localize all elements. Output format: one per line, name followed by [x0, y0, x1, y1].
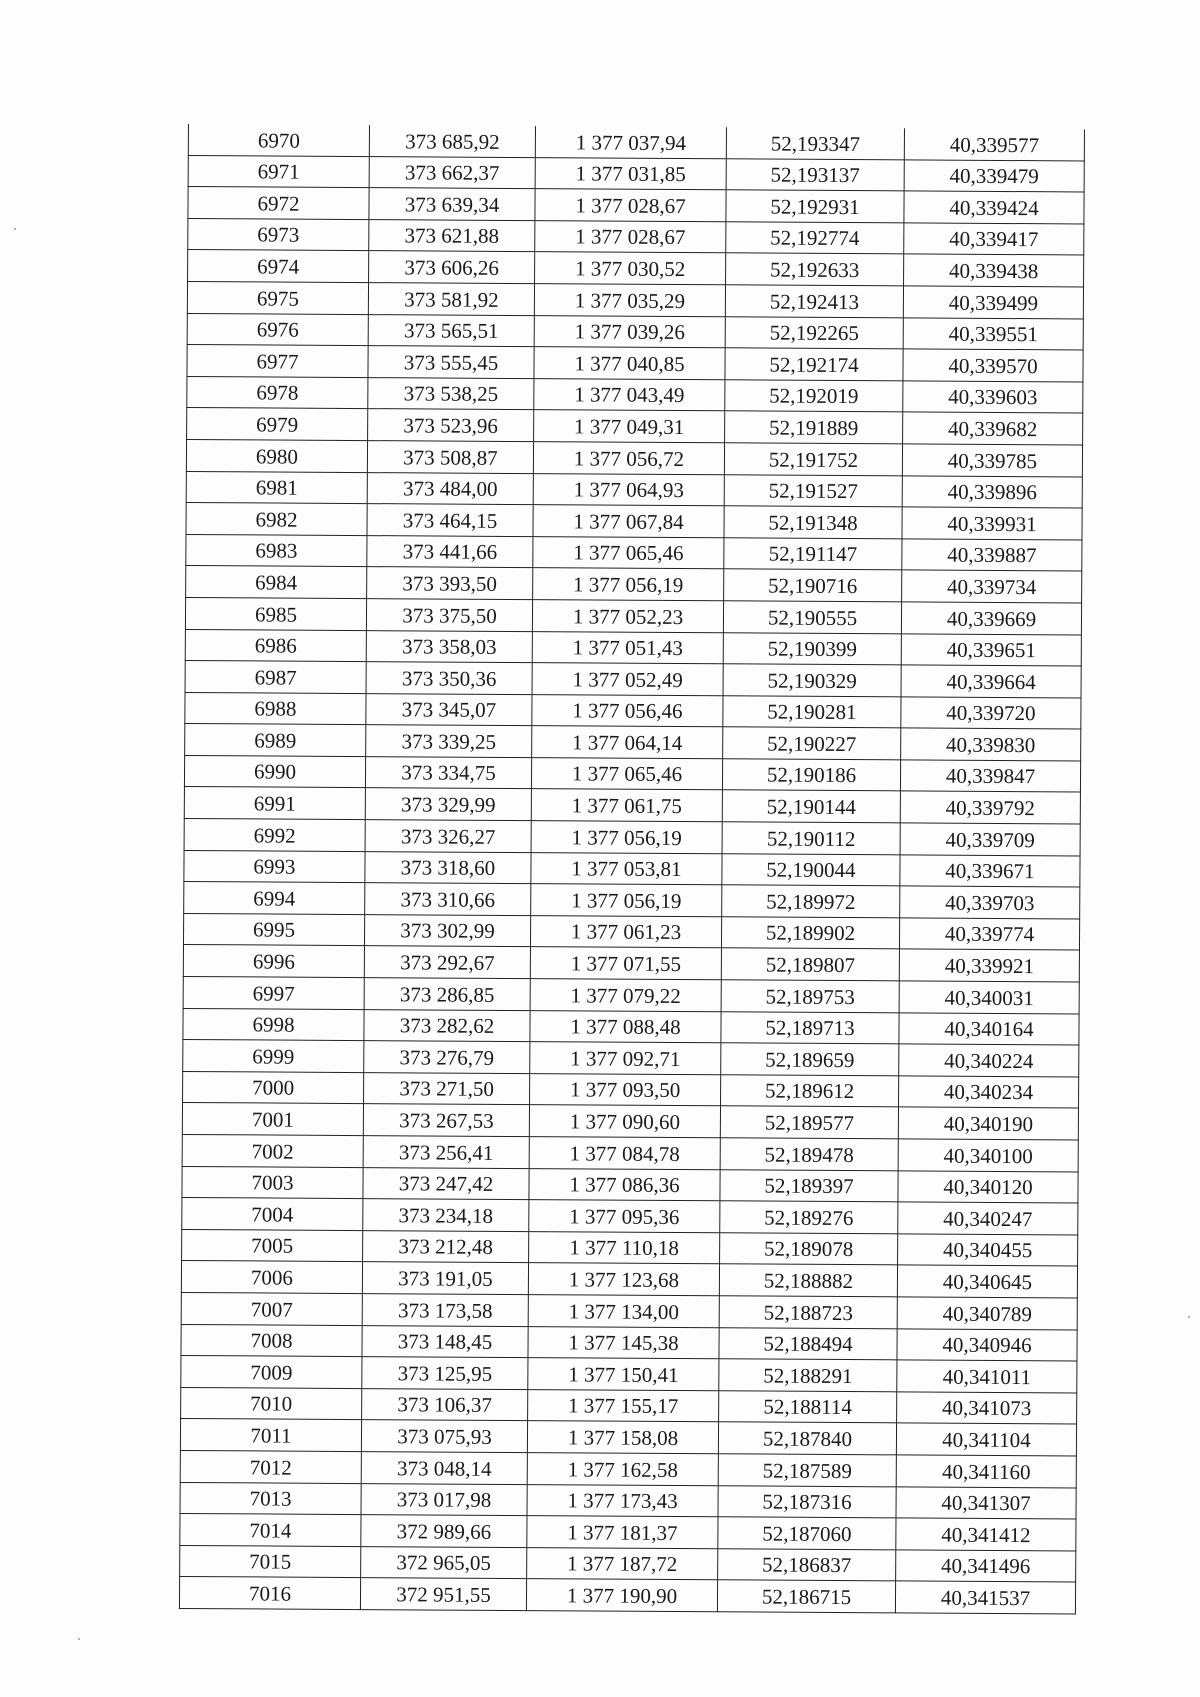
y-coordinate-cell: 1 377 040,85: [534, 347, 725, 380]
latitude-cell: 52,188494: [719, 1327, 897, 1360]
y-coordinate-cell: 1 377 052,23: [532, 600, 723, 633]
latitude-cell: 52,190227: [723, 727, 901, 760]
longitude-cell: 40,339664: [901, 665, 1081, 698]
latitude-cell: 52,192633: [726, 253, 904, 286]
point-number-cell: 6978: [187, 376, 368, 409]
y-coordinate-cell: 1 377 088,48: [530, 1010, 721, 1043]
latitude-cell: 52,190555: [723, 601, 901, 634]
x-coordinate-cell: 373 282,62: [364, 1009, 530, 1042]
longitude-cell: 40,340234: [899, 1076, 1079, 1109]
point-number-cell: 6994: [184, 882, 365, 915]
longitude-cell: 40,339603: [903, 381, 1083, 414]
y-coordinate-cell: 1 377 187,72: [527, 1547, 718, 1580]
y-coordinate-cell: 1 377 095,36: [529, 1200, 720, 1233]
longitude-cell: 40,341496: [896, 1550, 1076, 1583]
y-coordinate-cell: 1 377 173,43: [527, 1484, 718, 1517]
latitude-cell: 52,192413: [725, 285, 903, 318]
longitude-cell: 40,340120: [898, 1170, 1078, 1203]
point-number-cell: 6991: [184, 787, 365, 820]
x-coordinate-cell: 373 212,48: [363, 1230, 529, 1263]
longitude-cell: 40,339896: [902, 475, 1082, 508]
point-number-cell: 6998: [183, 1008, 364, 1041]
point-number-cell: 6997: [183, 977, 364, 1010]
y-coordinate-cell: 1 377 051,43: [532, 631, 723, 664]
point-number-cell: 6995: [183, 913, 364, 946]
y-coordinate-cell: 1 377 134,00: [528, 1295, 719, 1328]
longitude-cell: 40,340946: [897, 1328, 1077, 1361]
y-coordinate-cell: 1 377 052,49: [532, 663, 723, 696]
latitude-cell: 52,190186: [722, 759, 900, 792]
point-number-cell: 7015: [180, 1545, 361, 1578]
point-number-cell: 6993: [184, 850, 365, 883]
latitude-cell: 52,186715: [717, 1580, 895, 1613]
x-coordinate-cell: 373 267,53: [363, 1104, 529, 1137]
latitude-cell: 52,189972: [722, 885, 900, 918]
point-number-cell: 7003: [182, 1166, 363, 1199]
longitude-cell: 40,340031: [899, 981, 1079, 1014]
point-number-cell: 6973: [188, 218, 369, 251]
x-coordinate-cell: 373 048,14: [361, 1452, 527, 1485]
y-coordinate-cell: 1 377 071,55: [530, 947, 721, 980]
point-number-cell: 7013: [180, 1482, 361, 1515]
latitude-cell: 52,188882: [719, 1264, 897, 1297]
latitude-cell: 52,191527: [724, 474, 902, 507]
y-coordinate-cell: 1 377 030,52: [535, 252, 726, 285]
x-coordinate-cell: 373 393,50: [367, 567, 533, 600]
y-coordinate-cell: 1 377 110,18: [529, 1231, 720, 1264]
x-coordinate-cell: 373 173,58: [362, 1294, 528, 1327]
latitude-cell: 52,189753: [721, 980, 899, 1013]
longitude-cell: 40,339847: [900, 760, 1080, 793]
x-coordinate-cell: 373 441,66: [367, 535, 533, 568]
x-coordinate-cell: 373 271,50: [364, 1072, 530, 1105]
x-coordinate-cell: 373 318,60: [365, 851, 531, 884]
point-number-cell: 6983: [186, 534, 367, 567]
x-coordinate-cell: 373 345,07: [366, 693, 532, 726]
latitude-cell: 52,190112: [722, 822, 900, 855]
y-coordinate-cell: 1 377 056,19: [533, 568, 724, 601]
x-coordinate-cell: 373 326,27: [365, 820, 531, 853]
x-coordinate-cell: 373 256,41: [363, 1136, 529, 1169]
point-number-cell: 6984: [186, 566, 367, 599]
x-coordinate-cell: 373 247,42: [363, 1167, 529, 1200]
longitude-cell: 40,339709: [900, 823, 1080, 856]
x-coordinate-cell: 373 639,34: [369, 188, 535, 221]
x-coordinate-cell: 373 565,51: [368, 314, 534, 347]
x-coordinate-cell: 373 276,79: [364, 1041, 530, 1074]
y-coordinate-cell: 1 377 061,23: [530, 915, 721, 948]
y-coordinate-cell: 1 377 031,85: [535, 157, 726, 190]
latitude-cell: 52,187060: [718, 1517, 896, 1550]
x-coordinate-cell: 373 538,25: [368, 377, 534, 410]
longitude-cell: 40,339651: [901, 633, 1081, 666]
x-coordinate-cell: 373 106,37: [362, 1388, 528, 1421]
longitude-cell: 40,340100: [898, 1139, 1078, 1172]
latitude-cell: 52,189659: [721, 1043, 899, 1076]
x-coordinate-cell: 373 484,00: [367, 472, 533, 505]
latitude-cell: 52,188291: [719, 1359, 897, 1392]
y-coordinate-cell: 1 377 053,81: [531, 852, 722, 885]
x-coordinate-cell: 373 621,88: [369, 219, 535, 252]
y-coordinate-cell: 1 377 065,46: [531, 757, 722, 790]
latitude-cell: 52,191752: [724, 443, 902, 476]
x-coordinate-cell: 373 329,99: [365, 788, 531, 821]
longitude-cell: 40,339720: [901, 697, 1081, 730]
x-coordinate-cell: 373 358,03: [366, 630, 532, 663]
longitude-cell: 40,339424: [904, 191, 1084, 224]
longitude-cell: 40,341104: [896, 1423, 1076, 1456]
x-coordinate-cell: 373 662,37: [369, 156, 535, 189]
longitude-cell: 40,340164: [899, 1012, 1079, 1045]
y-coordinate-cell: 1 377 049,31: [534, 410, 725, 443]
y-coordinate-cell: 1 377 056,46: [532, 694, 723, 727]
x-coordinate-cell: 373 234,18: [363, 1199, 529, 1232]
latitude-cell: 52,189478: [720, 1138, 898, 1171]
point-number-cell: 6971: [188, 155, 369, 188]
y-coordinate-cell: 1 377 065,46: [533, 536, 724, 569]
point-number-cell: 6977: [187, 345, 368, 378]
y-coordinate-cell: 1 377 056,19: [531, 821, 722, 854]
longitude-cell: 40,339682: [903, 412, 1083, 445]
x-coordinate-cell: 373 581,92: [368, 283, 534, 316]
longitude-cell: 40,341537: [895, 1581, 1075, 1614]
latitude-cell: 52,187316: [718, 1485, 896, 1518]
x-coordinate-cell: 373 339,25: [366, 725, 532, 758]
longitude-cell: 40,339570: [903, 349, 1083, 382]
y-coordinate-cell: 1 377 145,38: [528, 1326, 719, 1359]
point-number-cell: 6987: [185, 661, 366, 694]
x-coordinate-cell: 373 555,45: [368, 346, 534, 379]
scan-speck: [78, 1638, 80, 1640]
latitude-cell: 52,192174: [725, 348, 903, 381]
latitude-cell: 52,189612: [721, 1075, 899, 1108]
longitude-cell: 40,340789: [897, 1297, 1077, 1330]
x-coordinate-cell: 373 334,75: [365, 756, 531, 789]
point-number-cell: 6985: [185, 597, 366, 630]
point-number-cell: 7001: [182, 1103, 363, 1136]
latitude-cell: 52,190329: [723, 664, 901, 697]
y-coordinate-cell: 1 377 064,93: [533, 473, 724, 506]
longitude-cell: 40,339785: [902, 444, 1082, 477]
x-coordinate-cell: 373 017,98: [361, 1483, 527, 1516]
x-coordinate-cell: 373 286,85: [364, 978, 530, 1011]
point-number-cell: 6975: [187, 281, 368, 314]
x-coordinate-cell: 373 508,87: [367, 441, 533, 474]
longitude-cell: 40,339417: [904, 223, 1084, 256]
point-number-cell: 7008: [181, 1324, 362, 1357]
point-number-cell: 7009: [181, 1356, 362, 1389]
x-coordinate-cell: 373 606,26: [369, 251, 535, 284]
x-coordinate-cell: 373 523,96: [368, 409, 534, 442]
point-number-cell: 6972: [188, 187, 369, 220]
latitude-cell: 52,193137: [726, 158, 904, 191]
point-number-cell: 7007: [181, 1292, 362, 1325]
y-coordinate-cell: 1 377 037,94: [535, 126, 726, 158]
y-coordinate-cell: 1 377 155,17: [528, 1389, 719, 1422]
longitude-cell: 40,339887: [902, 539, 1082, 572]
latitude-cell: 52,190281: [723, 695, 901, 728]
y-coordinate-cell: 1 377 123,68: [528, 1263, 719, 1296]
coordinates-table-body: [179, 124, 1084, 1614]
point-number-cell: 7000: [183, 1071, 364, 1104]
latitude-cell: 52,190716: [724, 569, 902, 602]
longitude-cell: 40,339438: [904, 254, 1084, 287]
x-coordinate-cell: 373 148,45: [362, 1325, 528, 1358]
x-coordinate-cell: 373 310,66: [365, 883, 531, 916]
longitude-cell: 40,339669: [901, 602, 1081, 635]
longitude-cell: 40,339931: [902, 507, 1082, 540]
point-number-cell: 6989: [185, 724, 366, 757]
point-number-cell: 6970: [188, 124, 369, 156]
y-coordinate-cell: 1 377 028,67: [535, 220, 726, 253]
x-coordinate-cell: 372 989,66: [361, 1515, 527, 1548]
latitude-cell: 52,189397: [720, 1169, 898, 1202]
y-coordinate-cell: 1 377 086,36: [529, 1168, 720, 1201]
latitude-cell: 52,191348: [724, 506, 902, 539]
x-coordinate-cell: 373 685,92: [369, 125, 535, 157]
point-number-cell: 7005: [182, 1229, 363, 1262]
y-coordinate-cell: 1 377 079,22: [530, 979, 721, 1012]
y-coordinate-cell: 1 377 056,72: [533, 442, 724, 475]
point-number-cell: 6992: [184, 819, 365, 852]
y-coordinate-cell: 1 377 158,08: [527, 1421, 718, 1454]
longitude-cell: 40,339734: [902, 570, 1082, 603]
longitude-cell: 40,340224: [899, 1044, 1079, 1077]
latitude-cell: 52,192019: [725, 380, 903, 413]
point-number-cell: 6982: [186, 503, 367, 536]
point-number-cell: 6999: [183, 1040, 364, 1073]
x-coordinate-cell: 372 951,55: [360, 1578, 526, 1611]
latitude-cell: 52,190044: [722, 853, 900, 886]
longitude-cell: 40,340190: [898, 1107, 1078, 1140]
point-number-cell: 7014: [180, 1514, 361, 1547]
x-coordinate-cell: 373 464,15: [367, 504, 533, 537]
scan-speck: [14, 228, 16, 230]
point-number-cell: 6996: [183, 945, 364, 978]
latitude-cell: 52,191889: [725, 411, 903, 444]
scan-speck: [1188, 1316, 1190, 1318]
y-coordinate-cell: 1 377 190,90: [526, 1579, 717, 1612]
latitude-cell: 52,186837: [718, 1548, 896, 1581]
y-coordinate-cell: 1 377 090,60: [529, 1105, 720, 1138]
point-number-cell: 6986: [185, 629, 366, 662]
latitude-cell: 52,188114: [719, 1391, 897, 1424]
longitude-cell: 40,339830: [901, 728, 1081, 761]
point-number-cell: 6990: [184, 755, 365, 788]
latitude-cell: 52,188723: [719, 1296, 897, 1329]
latitude-cell: 52,192265: [725, 316, 903, 349]
longitude-cell: 40,340645: [897, 1265, 1077, 1298]
longitude-cell: 40,339921: [899, 949, 1079, 982]
y-coordinate-cell: 1 377 061,75: [531, 789, 722, 822]
latitude-cell: 52,190144: [722, 790, 900, 823]
latitude-cell: 52,189807: [721, 948, 899, 981]
table-row: [179, 1577, 1075, 1614]
x-coordinate-cell: 373 350,36: [366, 662, 532, 695]
x-coordinate-cell: 373 075,93: [361, 1420, 527, 1453]
coordinates-table: [179, 124, 1085, 1614]
latitude-cell: 52,193347: [726, 127, 904, 159]
longitude-cell: 40,340247: [898, 1202, 1078, 1235]
point-number-cell: 6980: [186, 439, 367, 472]
point-number-cell: 7010: [181, 1387, 362, 1420]
x-coordinate-cell: 373 292,67: [364, 946, 530, 979]
longitude-cell: 40,339479: [904, 159, 1084, 192]
y-coordinate-cell: 1 377 039,26: [534, 315, 725, 348]
latitude-cell: 52,189078: [720, 1233, 898, 1266]
longitude-cell: 40,339551: [903, 317, 1083, 350]
longitude-cell: 40,341073: [897, 1392, 1077, 1425]
latitude-cell: 52,190399: [723, 632, 901, 665]
x-coordinate-cell: 372 965,05: [361, 1546, 527, 1579]
y-coordinate-cell: 1 377 092,71: [530, 1042, 721, 1075]
point-number-cell: 7004: [182, 1198, 363, 1231]
latitude-cell: 52,192774: [726, 222, 904, 255]
longitude-cell: 40,339774: [899, 918, 1079, 951]
x-coordinate-cell: 373 302,99: [364, 914, 530, 947]
x-coordinate-cell: 373 375,50: [366, 599, 532, 632]
y-coordinate-cell: 1 377 043,49: [534, 378, 725, 411]
latitude-cell: 52,189713: [721, 1011, 899, 1044]
longitude-cell: 40,341307: [896, 1486, 1076, 1519]
longitude-cell: 40,339577: [904, 128, 1084, 160]
y-coordinate-cell: 1 377 084,78: [529, 1137, 720, 1170]
longitude-cell: 40,340455: [898, 1234, 1078, 1267]
x-coordinate-cell: 373 191,05: [362, 1262, 528, 1295]
point-number-cell: 6981: [186, 471, 367, 504]
point-number-cell: 7011: [180, 1419, 361, 1452]
latitude-cell: 52,189276: [720, 1201, 898, 1234]
point-number-cell: 7016: [179, 1577, 360, 1610]
y-coordinate-cell: 1 377 150,41: [528, 1358, 719, 1391]
longitude-cell: 40,339792: [900, 791, 1080, 824]
point-number-cell: 7002: [182, 1134, 363, 1167]
point-number-cell: 7012: [180, 1450, 361, 1483]
y-coordinate-cell: 1 377 064,14: [532, 726, 723, 759]
point-number-cell: 6979: [187, 408, 368, 441]
y-coordinate-cell: 1 377 056,19: [531, 884, 722, 917]
point-number-cell: 6976: [187, 313, 368, 346]
point-number-cell: 6974: [188, 250, 369, 283]
y-coordinate-cell: 1 377 028,67: [535, 189, 726, 222]
x-coordinate-cell: 373 125,95: [362, 1357, 528, 1390]
y-coordinate-cell: 1 377 162,58: [527, 1453, 718, 1486]
point-number-cell: 6988: [185, 692, 366, 725]
latitude-cell: 52,187589: [718, 1454, 896, 1487]
longitude-cell: 40,339671: [900, 855, 1080, 888]
longitude-cell: 40,341011: [897, 1360, 1077, 1393]
y-coordinate-cell: 1 377 035,29: [534, 284, 725, 317]
y-coordinate-cell: 1 377 181,37: [527, 1516, 718, 1549]
longitude-cell: 40,339703: [900, 886, 1080, 919]
longitude-cell: 40,341412: [896, 1518, 1076, 1551]
latitude-cell: 52,191147: [724, 538, 902, 571]
longitude-cell: 40,339499: [903, 286, 1083, 319]
latitude-cell: 52,189902: [721, 917, 899, 950]
y-coordinate-cell: 1 377 093,50: [530, 1073, 721, 1106]
point-number-cell: 7006: [181, 1261, 362, 1294]
latitude-cell: 52,189577: [720, 1106, 898, 1139]
latitude-cell: 52,192931: [726, 190, 904, 223]
latitude-cell: 52,187840: [718, 1422, 896, 1455]
y-coordinate-cell: 1 377 067,84: [533, 505, 724, 538]
longitude-cell: 40,341160: [896, 1455, 1076, 1488]
